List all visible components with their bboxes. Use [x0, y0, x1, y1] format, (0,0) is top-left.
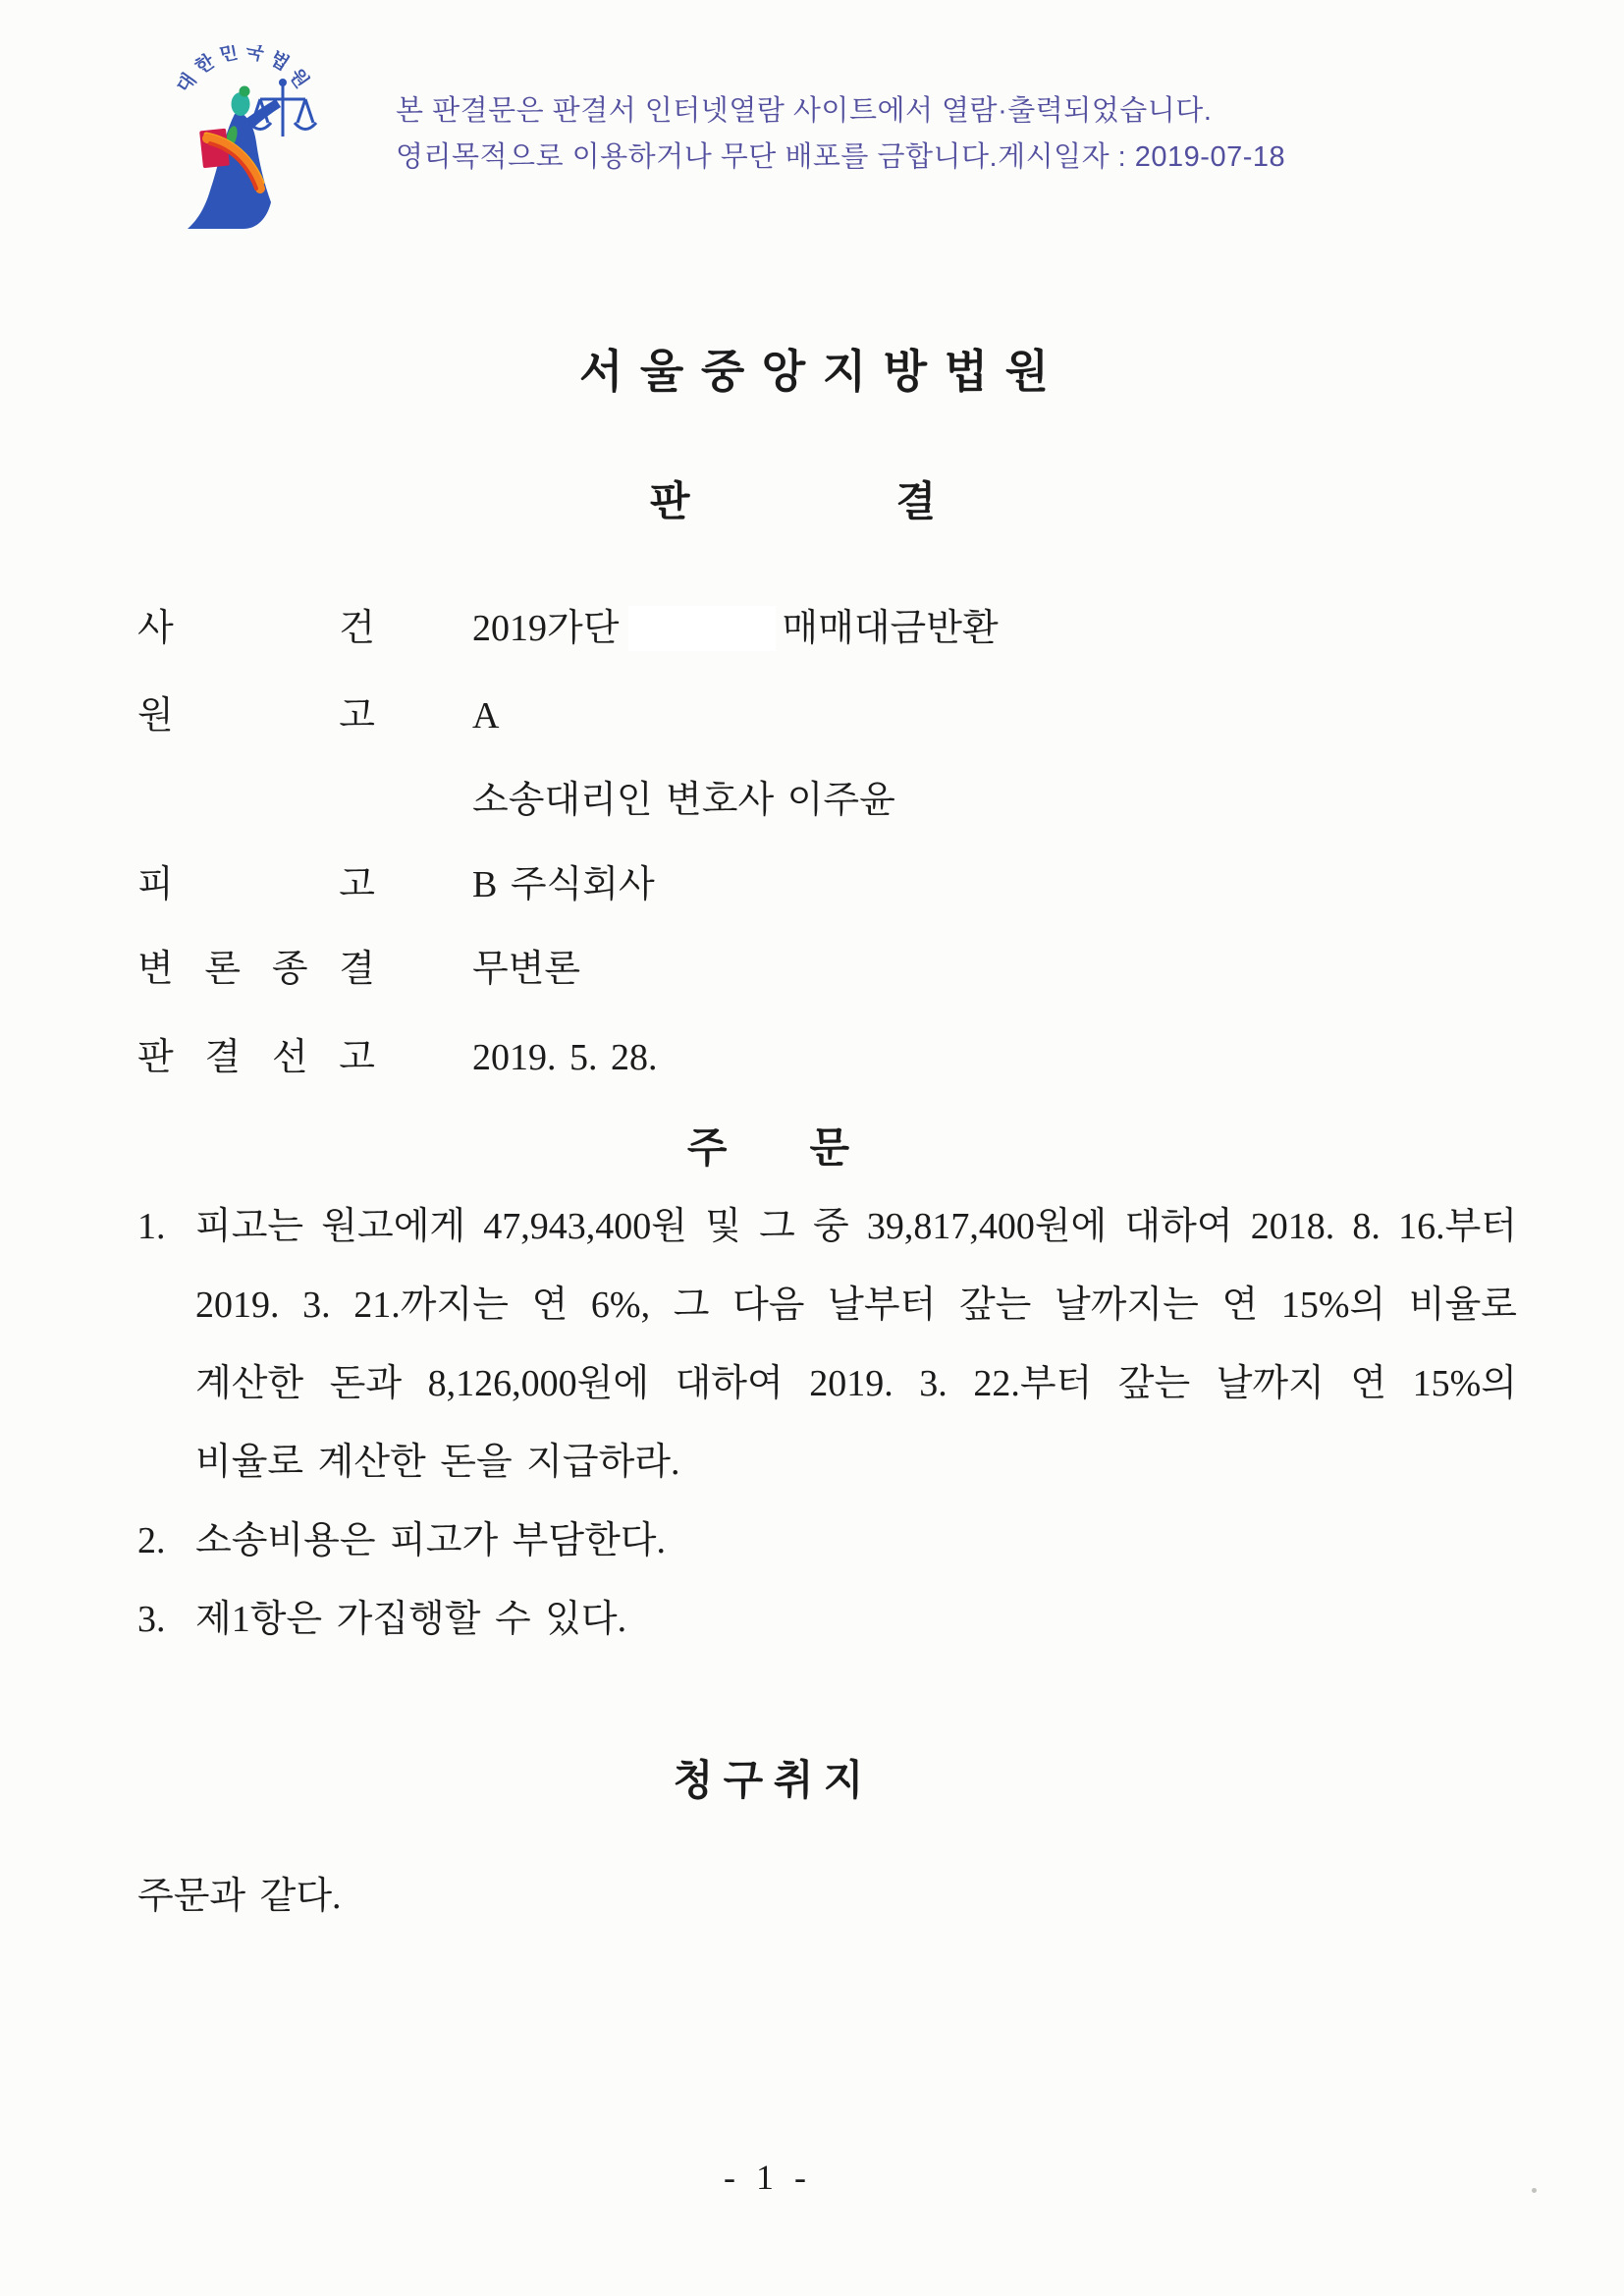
order-heading: 주 문 — [686, 1126, 850, 1173]
page-footer — [0, 2157, 1580, 2198]
order-item-2-number: 2. — [137, 1520, 166, 1562]
document-header — [145, 0, 1517, 234]
claim-body: 주문과 같다. — [137, 1876, 342, 1918]
attorney-label-empty — [137, 775, 375, 826]
sentencing-row — [137, 1032, 1517, 1083]
court-name-title: 서 울 중 앙 지 방 법 원 — [579, 347, 1052, 397]
closing-row — [137, 944, 1517, 995]
sentencing-value: 2019. 5. 28. — [472, 1037, 658, 1079]
defendant-row — [137, 859, 1517, 910]
case-number-row — [137, 603, 1517, 657]
scan-artifact-speck — [1532, 2188, 1537, 2193]
attorney-row — [137, 775, 1517, 826]
plaintiff-value: A — [472, 695, 500, 738]
defendant-value: B 주식회사 — [472, 864, 655, 906]
logo-arc-text: 대한민국법원 — [173, 45, 316, 97]
case-info-section — [137, 603, 1517, 1083]
order-list — [137, 1187, 1517, 1659]
closing-value: 무변론 — [472, 949, 581, 991]
plaintiff-label: 원 고 — [137, 695, 375, 738]
copyright-notice — [396, 88, 1285, 181]
justice-figure-icon — [188, 81, 316, 230]
plaintiff-row — [137, 690, 1517, 741]
case-number-value — [472, 603, 999, 657]
claim-heading: 청 구 취 지 — [673, 1759, 864, 1805]
case-number-prefix: 2019가단 — [472, 608, 620, 649]
order-item-2-text: 소송비용은 피고가 부담한다. — [195, 1520, 666, 1562]
order-item-3-number: 3. — [137, 1599, 166, 1641]
order-item-3 — [137, 1580, 1517, 1659]
page-number: - 1 - — [724, 2158, 812, 2197]
sentencing-label: 판 결 선 고 — [137, 1037, 375, 1079]
order-item-1-text: 피고는 원고에게 47,943,400원 및 그 중 39,817,400원에 대하여 2018. 8. 16.부터 2019. 3. 21.까지는 연 6%, 그 다음 날부터 갚는 날까지는 연 15%의 비율로 계산한 돈과 8,126,000원에 대하여 2019. 3. 22.부터 갚는 날까지 연 15%의 비율로 계산한 돈을 지급하라. — [195, 1206, 1517, 1484]
order-item-1 — [137, 1187, 1517, 1502]
order-item-2 — [137, 1502, 1517, 1580]
defendant-label: 피 고 — [137, 864, 375, 906]
redacted-case-number — [628, 606, 776, 651]
case-number-label: 사 건 — [137, 608, 375, 649]
attorney-value: 소송대리인 변호사 이주윤 — [472, 780, 895, 822]
closing-label: 변 론 종 결 — [137, 949, 375, 991]
case-title: 매매대금반환 — [782, 608, 999, 649]
notice-line-2: 영리목적으로 이용하거나 무단 배포를 금합니다.게시일자 : 2019-07-18 — [396, 141, 1286, 173]
notice-line-1: 본 판결문은 판결서 인터넷열람 사이트에서 열람·출력되었습니다. — [396, 95, 1213, 127]
order-item-3-text: 제1항은 가집행할 수 있다. — [195, 1599, 627, 1641]
order-item-1-number: 1. — [137, 1206, 166, 1248]
court-logo-icon — [145, 45, 327, 234]
document-type-title: 판 결 — [649, 480, 937, 525]
court-logo — [145, 45, 327, 234]
